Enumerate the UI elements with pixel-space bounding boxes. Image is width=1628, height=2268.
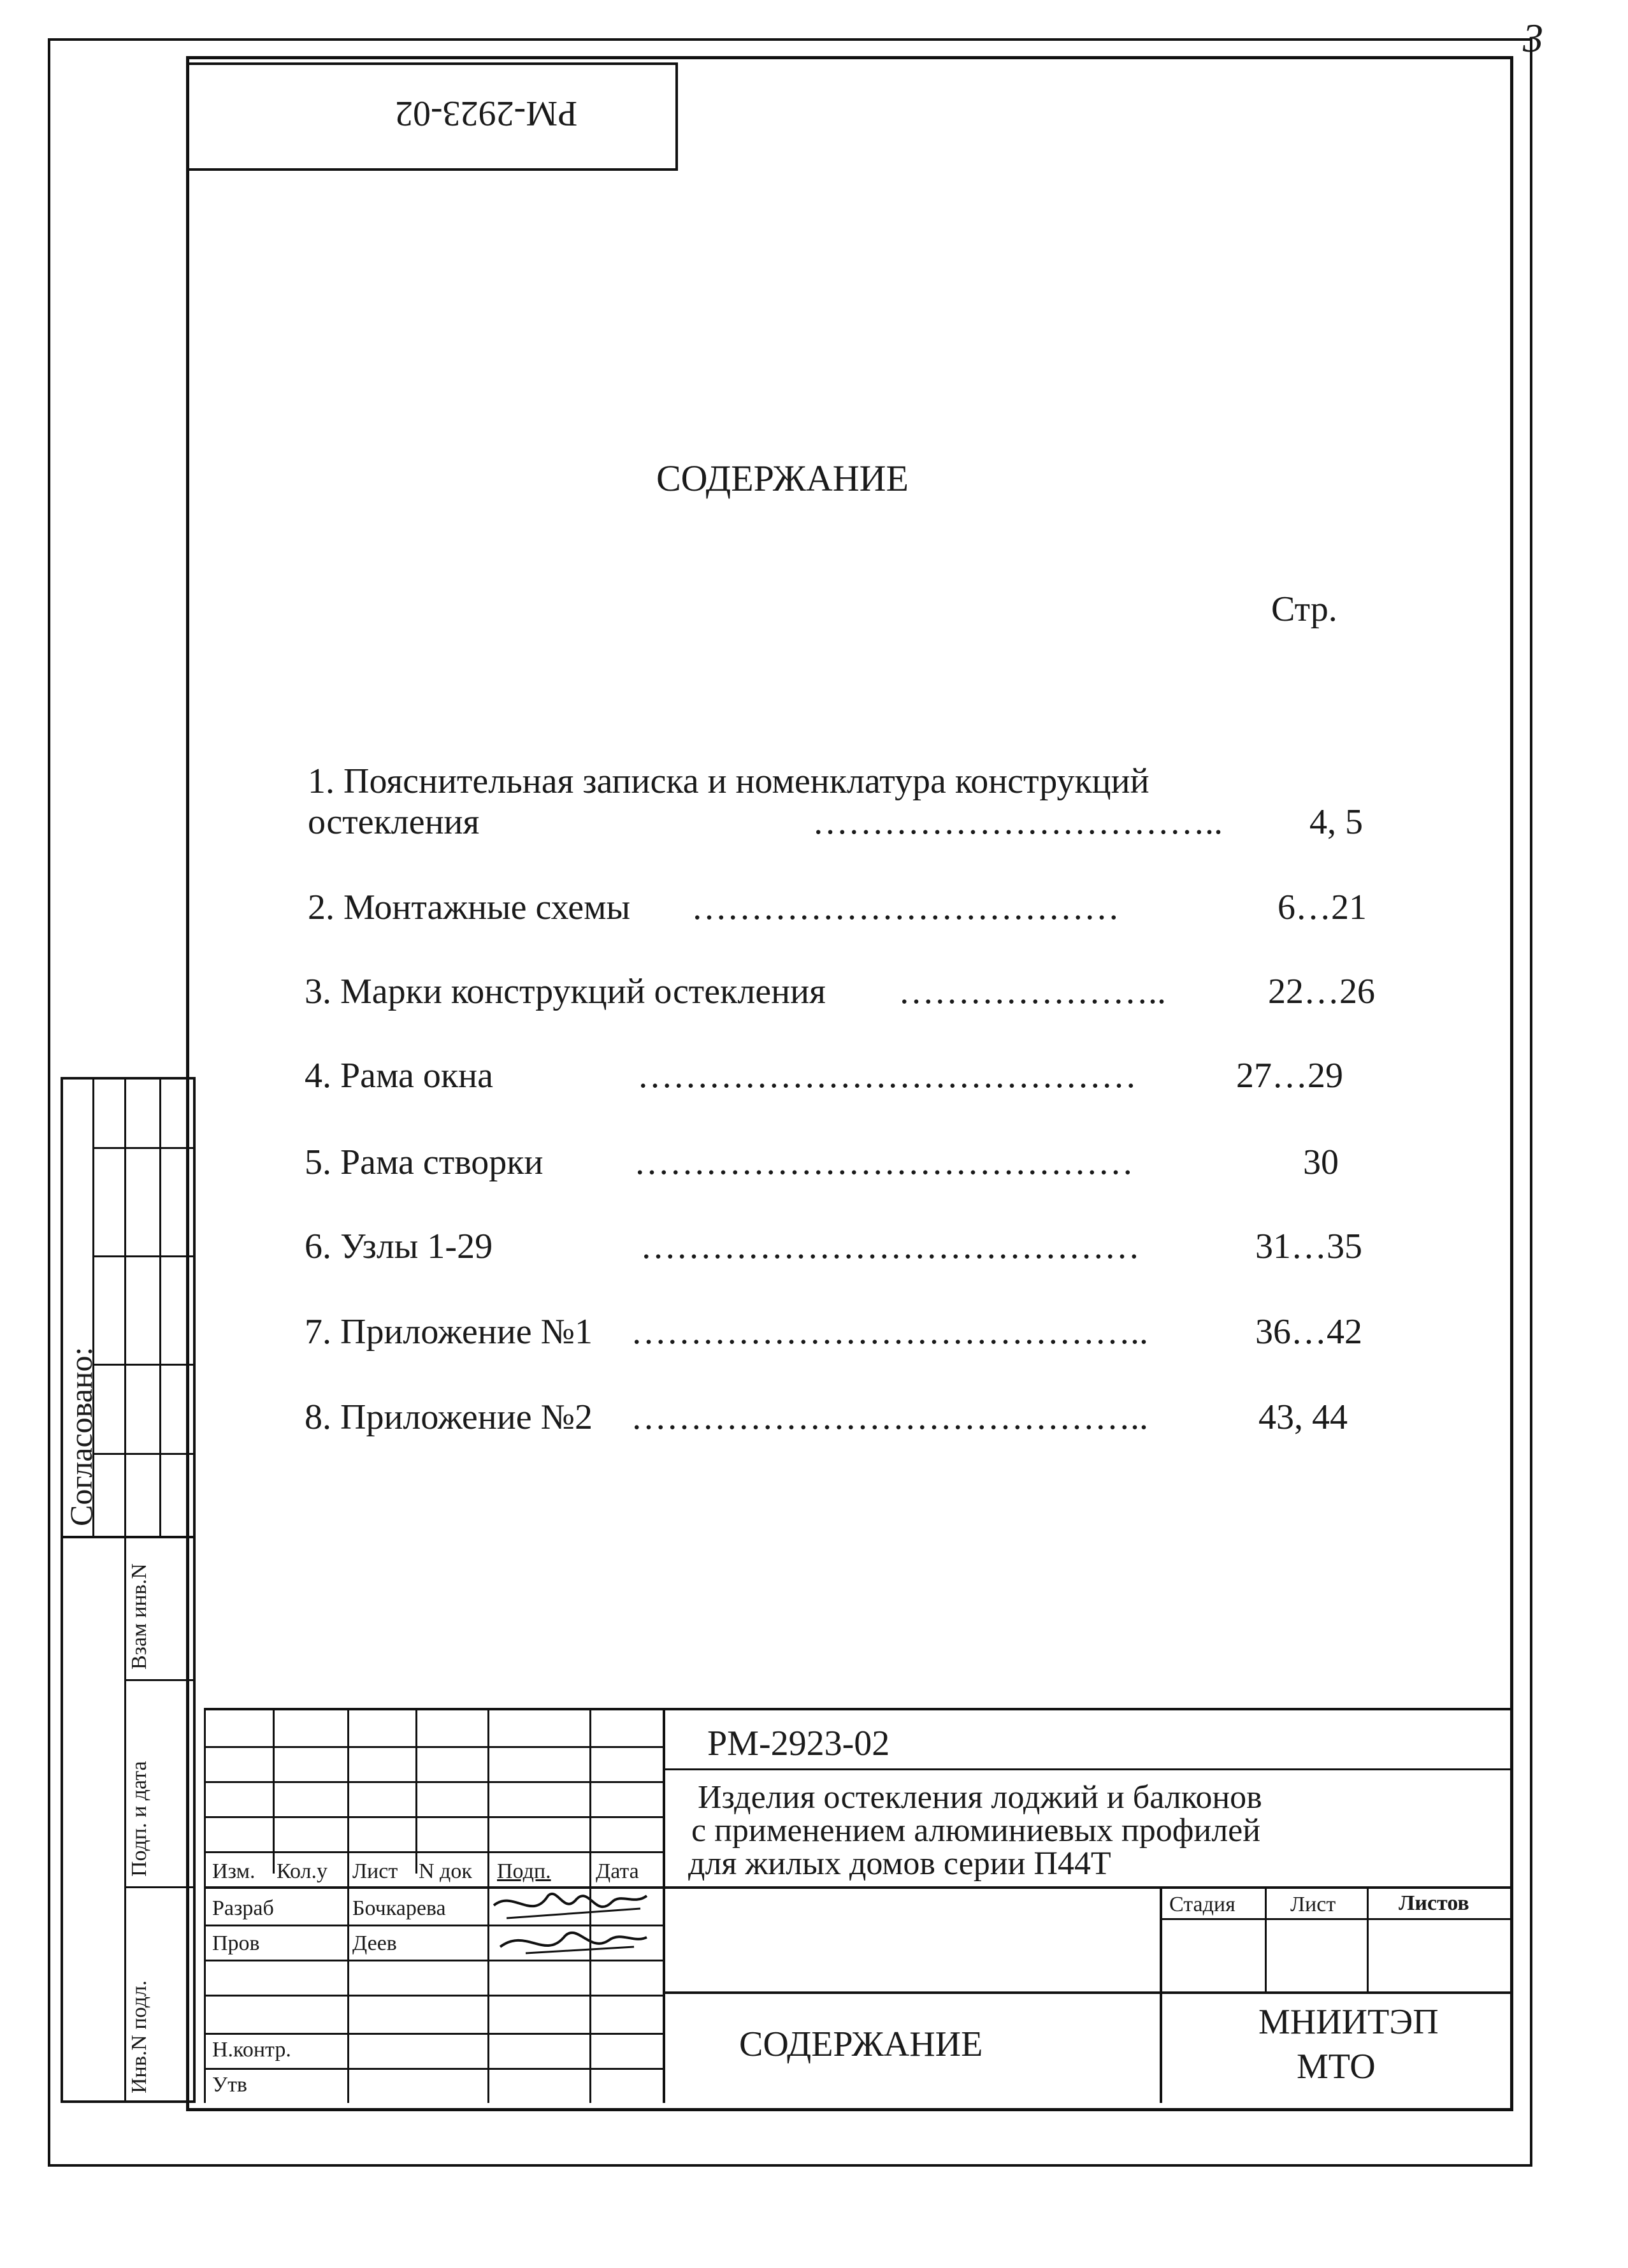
side-label-replaced-inv: Взам инв.N xyxy=(127,1563,151,1670)
col-header-signature: Подп. xyxy=(497,1860,551,1883)
name-developer: Бочкарева xyxy=(352,1896,446,1920)
toc-item-5-dots: …………………………………… xyxy=(634,1143,1134,1182)
toc-item-1-dots: …………………………….. xyxy=(812,802,1223,842)
role-checker: Пров xyxy=(212,1932,260,1955)
top-stamp-code: РМ-2923-02 xyxy=(395,94,578,133)
toc-item-4-dots: …………………………………… xyxy=(637,1056,1137,1095)
toc-item-5-title: 5. Рама створки xyxy=(305,1143,544,1182)
toc-item-2-dots: ……………………………… xyxy=(691,888,1120,927)
page-column-label: Стр. xyxy=(1271,589,1337,629)
toc-item-8-pages: 43, 44 xyxy=(1258,1398,1348,1437)
name-checker: Деев xyxy=(352,1932,397,1955)
doc-title-line-2: с применением алюминиевых профилей xyxy=(691,1812,1261,1849)
toc-item-2-title: 2. Монтажные схемы xyxy=(308,888,631,927)
org-name-2: МТО xyxy=(1297,2047,1376,2086)
side-label-sign-date: Подп. и дата xyxy=(127,1761,151,1877)
toc-item-6-pages: 31…35 xyxy=(1255,1227,1362,1266)
col-header-doc-no: N док xyxy=(419,1860,472,1883)
toc-item-6-title: 6. Узлы 1-29 xyxy=(305,1227,493,1266)
role-developer: Разраб xyxy=(212,1896,274,1920)
toc-item-7-dots: …………………………………….. xyxy=(631,1312,1148,1352)
col-header-sheet: Лист xyxy=(352,1860,398,1883)
toc-item-8-title: 8. Приложение №2 xyxy=(305,1398,593,1437)
toc-item-3-title: 3. Марки конструкций остекления xyxy=(305,972,826,1011)
side-label-agreed: Согласовано: xyxy=(63,1347,99,1526)
role-approver: Утв xyxy=(212,2073,247,2097)
toc-item-3-dots: ………………….. xyxy=(898,972,1166,1011)
doc-title-line-1: Изделия остекления лоджий и балконов xyxy=(698,1779,1262,1816)
toc-item-6-dots: …………………………………… xyxy=(640,1227,1140,1266)
sheet-name: СОДЕРЖАНИЕ xyxy=(739,2025,983,2064)
doc-title-line-3: для жилых домов серии П44Т xyxy=(688,1845,1111,1882)
toc-item-3-pages: 22…26 xyxy=(1268,972,1375,1011)
stage-header: Стадия xyxy=(1169,1893,1235,1916)
toc-item-7-pages: 36…42 xyxy=(1255,1312,1362,1352)
col-header-change: Изм. xyxy=(212,1860,256,1883)
toc-item-4-title: 4. Рама окна xyxy=(305,1056,493,1095)
page-number: 3 xyxy=(1523,15,1543,61)
page-title: СОДЕРЖАНИЕ xyxy=(656,458,909,499)
role-norm-control: Н.контр. xyxy=(212,2038,291,2062)
col-header-date: Дата xyxy=(596,1860,639,1883)
toc-item-4-pages: 27…29 xyxy=(1236,1056,1343,1095)
toc-item-1-pages: 4, 5 xyxy=(1309,802,1363,842)
toc-item-7-title: 7. Приложение №1 xyxy=(305,1312,593,1352)
toc-item-1-line1: 1. Пояснительная записка и номенклатура конструкций xyxy=(308,762,1149,801)
signature-scribbles xyxy=(487,1883,653,1972)
org-name-1: МНИИТЭП xyxy=(1258,2002,1439,2042)
side-label-inv-orig: Инв.N подл. xyxy=(127,1980,151,2093)
title-block-doc-code: РМ-2923-02 xyxy=(707,1724,890,1763)
toc-item-1-line2: остекления xyxy=(308,802,480,842)
toc-item-2-pages: 6…21 xyxy=(1278,888,1367,927)
sheets-header: Листов xyxy=(1399,1891,1469,1915)
toc-item-5-pages: 30 xyxy=(1303,1143,1339,1182)
col-header-qty: Кол.у xyxy=(277,1860,328,1883)
sheet-header: Лист xyxy=(1290,1893,1336,1916)
toc-item-8-dots: …………………………………….. xyxy=(631,1398,1148,1437)
